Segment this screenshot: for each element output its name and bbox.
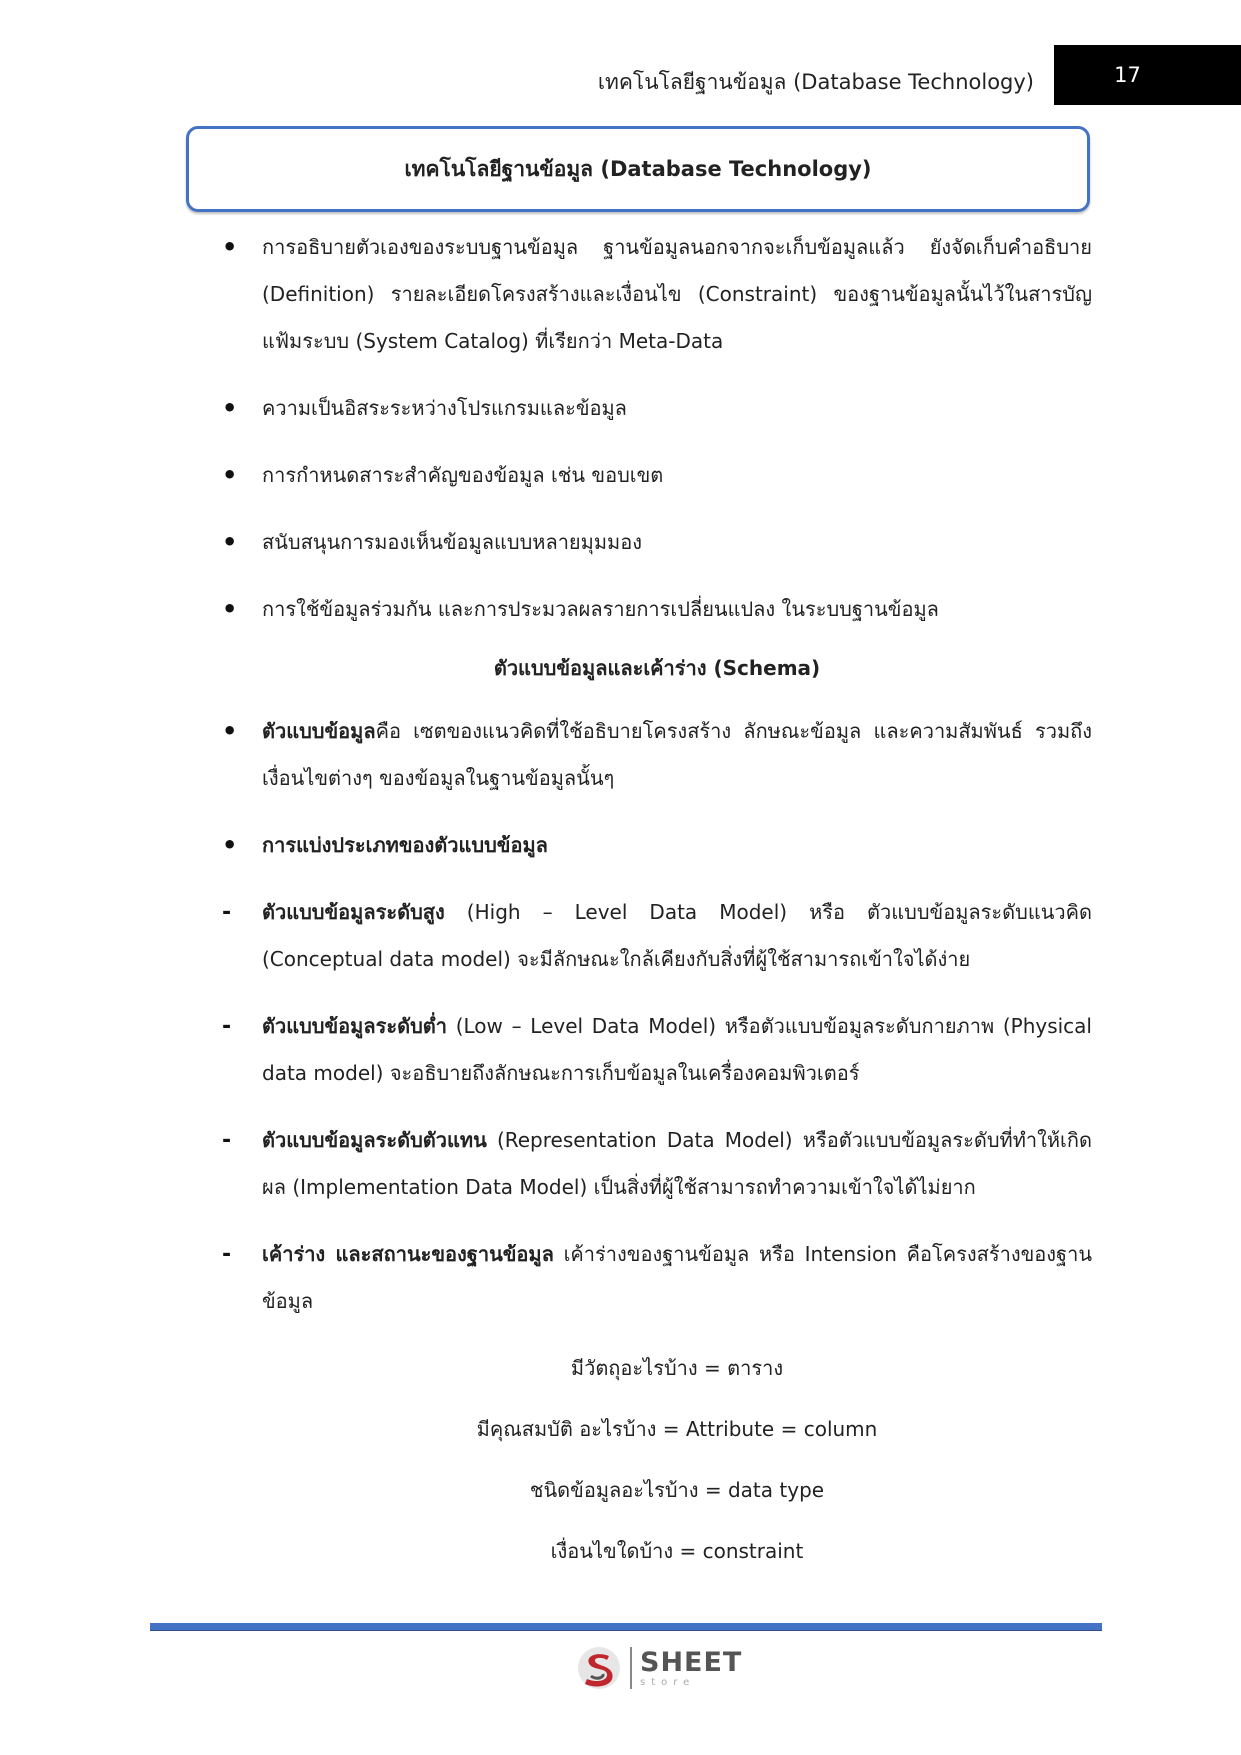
list-item [222, 708, 1092, 802]
bullet-icon: • [222, 461, 238, 489]
sheet-store-logo [576, 1645, 742, 1691]
bullet-icon: • [222, 831, 238, 859]
dash-icon: - [222, 1014, 232, 1039]
dash-item-text: (High – Level Data Model) หรือ ตัวแบบข้อมูลระดับแนวคิด (Conceptual data model) จะมีลักษณะใกล้เคียงกับสิ่งที่ผู้ใช้สามารถเข้าใจได้ง่าย [262, 900, 1092, 971]
page-number-box [1054, 45, 1241, 105]
list-item [222, 519, 1092, 566]
footer-divider [150, 1623, 1102, 1631]
dash-item [222, 1117, 1092, 1211]
bullet-icon: • [222, 717, 238, 745]
dash-item-text: (Representation Data Model) หรือตัวแบบข้อมูลระดับที่ทำให้เกิดผล (Implementation Data Model) เป็นสิ่งที่ผู้ใช้สามารถทำความเข้าใจได้ไม่ยาก [262, 1128, 1092, 1199]
dash-item-text: เค้าร่างของฐานข้อมูล หรือ Intension คือโครงสร้างของฐานข้อมูล [262, 1242, 1092, 1313]
list-item [222, 385, 1092, 432]
title-box-text: เทคโนโลยีฐานข้อมูล (Database Technology) [404, 156, 872, 181]
dash-icon: - [222, 1128, 232, 1153]
equation-line: เงื่อนไขใดบ้าง = constraint [550, 1539, 804, 1563]
bullet-icon: • [222, 233, 238, 261]
running-header-title: เทคโนโลยีฐานข้อมูล (Database Technology) [597, 70, 1034, 94]
logo-divider [630, 1647, 632, 1689]
dash-item [222, 1231, 1092, 1325]
bullet-icon: • [222, 528, 238, 556]
logo-text: SHEET [640, 1646, 743, 1678]
dash-item [222, 1003, 1092, 1097]
list-item-bold: การแบ่งประเภทของตัวแบบข้อมูล [262, 833, 548, 857]
dash-item-bold: เค้าร่าง และสถานะของฐานข้อมูล [262, 1242, 554, 1266]
list-item [222, 452, 1092, 499]
list-item-text: การอธิบายตัวเองของระบบฐานข้อมูล ฐานข้อมูลนอกจากจะเก็บข้อมูลแล้ว ยังจัดเก็บคำอธิบาย (Definition) รายละเอียดโครงสร้างและเงื่อนไข (Constraint) ของฐานข้อมูลนั้นไว้ในสารบัญแฟ้มระบบ (System Catalog) ที่เรียกว่า Meta-Data [262, 235, 1092, 353]
bullet-icon: • [222, 394, 238, 422]
logo-s-icon [576, 1645, 622, 1691]
list-item-text: ความเป็นอิสระระหว่างโปรแกรมและข้อมูล [262, 396, 627, 420]
list-item [222, 822, 1092, 869]
title-box [186, 126, 1090, 212]
dash-item-bold: ตัวแบบข้อมูลระดับต่ำ [262, 1014, 448, 1038]
dash-item-bold: ตัวแบบข้อมูลระดับตัวแทน [262, 1128, 487, 1152]
equation-line: ชนิดข้อมูลอะไรบ้าง = data type [529, 1478, 825, 1502]
list-item [222, 224, 1092, 365]
list-item-text: คือ เซตของแนวคิดที่ใช้อธิบายโครงสร้าง ลักษณะข้อมูล และความสัมพันธ์ รวมถึงเงื่อนไขต่างๆ ของข้อมูลในฐานข้อมูลนั้นๆ [262, 719, 1092, 790]
logo-subtext: store [640, 1676, 696, 1688]
section-heading: ตัวแบบข้อมูลและเค้าร่าง (Schema) [493, 656, 821, 680]
list-item-text: การใช้ข้อมูลร่วมกัน และการประมวลผลรายการเปลี่ยนแปลง ในระบบฐานข้อมูล [262, 597, 939, 621]
dash-item-text: (Low – Level Data Model) หรือตัวแบบข้อมูลระดับกายภาพ (Physical data model) จะอธิบายถึงลักษณะการเก็บข้อมูลในเครื่องคอมพิวเตอร์ [262, 1014, 1092, 1085]
list-item-text: สนับสนุนการมองเห็นข้อมูลแบบหลายมุมมอง [262, 530, 642, 554]
page-content [222, 224, 1092, 1589]
equation-line: มีวัตถุอะไรบ้าง = ตาราง [570, 1356, 784, 1380]
dash-icon: - [222, 1242, 232, 1267]
list-item-bold: ตัวแบบข้อมูล [262, 719, 376, 743]
logo-wordmark [640, 1646, 743, 1688]
dash-item-bold: ตัวแบบข้อมูลระดับสูง [262, 900, 445, 924]
bullet-icon: • [222, 595, 238, 623]
page-number: 17 [1114, 63, 1141, 87]
list-item [222, 586, 1092, 633]
list-item-text: การกำหนดสาระสำคัญของข้อมูล เช่น ขอบเขต [262, 463, 664, 487]
dash-icon: - [222, 900, 232, 925]
dash-item [222, 889, 1092, 983]
equation-line: มีคุณสมบัติ อะไรบ้าง = Attribute = column [476, 1417, 878, 1441]
